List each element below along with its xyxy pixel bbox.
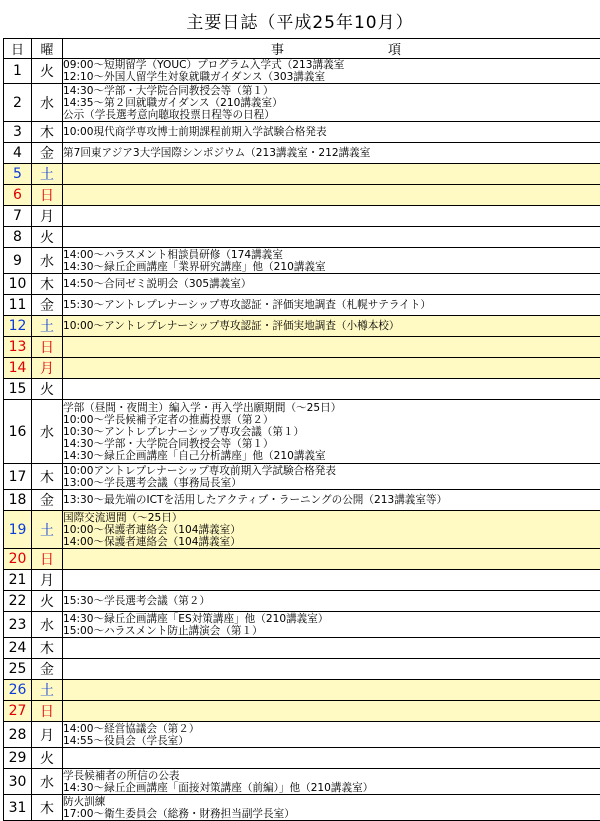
events-cell (63, 490, 600, 511)
weekday-cell: 日 (32, 549, 63, 570)
weekday-cell: 土 (32, 680, 63, 701)
event-line: 14:30～学部・大学院合同教授会等（第１） (63, 438, 600, 450)
weekday-cell: 水 (32, 400, 63, 464)
day-cell: 21 (4, 570, 32, 591)
events-cell (63, 206, 600, 227)
event-line: 10:00～保護者連絡会（104講義室） (63, 524, 600, 536)
weekday-cell: 日 (32, 337, 63, 358)
table-row (4, 490, 600, 511)
weekday-cell: 金 (32, 143, 63, 164)
event-line: 10:00～アントレプレナーシップ専攻認証・評価実地調査（小樽本校） (63, 320, 600, 332)
events-cell (63, 295, 600, 316)
table-row (4, 722, 600, 748)
table-row (4, 659, 600, 680)
weekday-cell: 土 (32, 164, 63, 185)
event-line: 13:00～学長選考会議（事務局長室） (63, 477, 600, 489)
day-cell: 1 (4, 59, 32, 84)
day-cell: 3 (4, 122, 32, 143)
weekday-cell: 水 (32, 84, 63, 122)
weekday-cell: 金 (32, 295, 63, 316)
events-cell (63, 164, 600, 185)
events-cell (63, 400, 600, 464)
events-cell (63, 248, 600, 274)
day-cell: 8 (4, 227, 32, 248)
table-row (4, 248, 600, 274)
table-row (4, 143, 600, 164)
event-line: 10:00アントレプレナーシップ専攻前期入学試験合格発表 (63, 465, 600, 477)
events-cell (63, 274, 600, 295)
events-cell (63, 591, 600, 612)
table-row (4, 638, 600, 659)
weekday-cell: 水 (32, 769, 63, 795)
event-line: 15:30～学長選考会議（第２） (63, 595, 600, 607)
events-cell (63, 227, 600, 248)
day-cell: 29 (4, 748, 32, 769)
day-cell: 6 (4, 185, 32, 206)
weekday-cell: 日 (32, 701, 63, 722)
events-cell (63, 379, 600, 400)
events-cell (63, 511, 600, 549)
table-row (4, 84, 600, 122)
header-row (4, 39, 600, 59)
event-line: 学部（昼間・夜間主）編入学・再入学出願期間（～25日） (63, 402, 600, 414)
events-cell (63, 337, 600, 358)
table-row (4, 185, 600, 206)
day-cell: 2 (4, 84, 32, 122)
day-cell: 26 (4, 680, 32, 701)
day-cell: 31 (4, 795, 32, 821)
events-cell (63, 358, 600, 379)
weekday-cell: 火 (32, 227, 63, 248)
events-cell (63, 748, 600, 769)
events-cell (63, 680, 600, 701)
events-cell (63, 549, 600, 570)
events-cell (63, 659, 600, 680)
events-cell (63, 795, 600, 821)
header-weekday: 曜 (32, 39, 63, 59)
day-cell: 12 (4, 316, 32, 337)
table-row (4, 748, 600, 769)
event-line: 12:10～外国人留学生対象就職ガイダンス（303講義室 (63, 71, 600, 83)
day-cell: 9 (4, 248, 32, 274)
day-cell: 16 (4, 400, 32, 464)
event-line: 14:55～役員会（学長室） (63, 735, 600, 747)
day-cell: 24 (4, 638, 32, 659)
page-title: 主要日誌（平成25年10月） (0, 8, 600, 33)
weekday-cell: 火 (32, 379, 63, 400)
table-row (4, 164, 600, 185)
weekday-cell: 土 (32, 511, 63, 549)
event-line: 10:00～学長候補予定者の推薦投票（第２） (63, 414, 600, 426)
day-cell: 4 (4, 143, 32, 164)
weekday-cell: 月 (32, 358, 63, 379)
events-cell (63, 570, 600, 591)
table-row (4, 591, 600, 612)
event-line: 10:00現代商学専攻博士前期課程前期入学試験合格発表 (63, 126, 600, 138)
table-row (4, 358, 600, 379)
events-cell (63, 316, 600, 337)
table-row (4, 227, 600, 248)
event-line: 14:30～緑丘企画講座「面接対策講座（前編）」他（210講義室） (63, 782, 600, 794)
event-line: 14:30～緑丘企画講座「自己分析講座」他（210講義室 (63, 450, 600, 462)
event-line: 14:30～緑丘企画講座「業界研究講座」他（210講義室 (63, 261, 600, 273)
day-cell: 27 (4, 701, 32, 722)
header-day: 日 (4, 39, 32, 59)
day-cell: 5 (4, 164, 32, 185)
table-row (4, 400, 600, 464)
events-cell (63, 143, 600, 164)
table-row (4, 570, 600, 591)
event-line: 14:30～緑丘企画講座「ES対策講座」他（210講義室） (63, 613, 600, 625)
event-line: 公示（学長選考意向聴取投票日程等の日程） (63, 109, 600, 121)
day-cell: 17 (4, 464, 32, 490)
weekday-cell: 火 (32, 591, 63, 612)
events-cell (63, 701, 600, 722)
weekday-cell: 木 (32, 464, 63, 490)
header-events: 事 項 (63, 39, 600, 59)
events-cell (63, 638, 600, 659)
day-cell: 10 (4, 274, 32, 295)
day-cell: 28 (4, 722, 32, 748)
day-cell: 22 (4, 591, 32, 612)
weekday-cell: 水 (32, 248, 63, 274)
table-row (4, 549, 600, 570)
day-cell: 30 (4, 769, 32, 795)
events-cell (63, 122, 600, 143)
weekday-cell: 木 (32, 122, 63, 143)
table-row (4, 769, 600, 795)
weekday-cell: 日 (32, 185, 63, 206)
event-line: 14:00～ハラスメント相談員研修（174講義室 (63, 249, 600, 261)
day-cell: 7 (4, 206, 32, 227)
day-cell: 23 (4, 612, 32, 638)
event-line: 14:00～経営協議会（第２） (63, 723, 600, 735)
event-line: 防火訓練 (63, 796, 600, 808)
events-cell (63, 185, 600, 206)
day-cell: 25 (4, 659, 32, 680)
schedule-table (3, 38, 600, 821)
day-cell: 14 (4, 358, 32, 379)
weekday-cell: 金 (32, 659, 63, 680)
events-cell (63, 84, 600, 122)
weekday-cell: 火 (32, 59, 63, 84)
events-cell (63, 59, 600, 84)
table-row (4, 795, 600, 821)
table-row (4, 612, 600, 638)
event-line: 14:35～第２回就職ガイダンス（210講義室） (63, 97, 600, 109)
event-line: 13:30～最先端のICTを活用したアクティブ・ラーニングの公開（213講義室等） (63, 494, 600, 506)
events-cell (63, 612, 600, 638)
weekday-cell: 木 (32, 795, 63, 821)
weekday-cell: 木 (32, 274, 63, 295)
day-cell: 15 (4, 379, 32, 400)
events-cell (63, 769, 600, 795)
weekday-cell: 月 (32, 206, 63, 227)
table-row (4, 337, 600, 358)
table-row (4, 464, 600, 490)
event-line: 09:00～短期留学（YOUC）プログラム入学式（213講義室 (63, 59, 600, 71)
table-row (4, 206, 600, 227)
weekday-cell: 金 (32, 490, 63, 511)
weekday-cell: 土 (32, 316, 63, 337)
event-line: 17:00～衛生委員会（総務・財務担当副学長室） (63, 808, 600, 820)
event-line: 学長候補者の所信の公表 (63, 770, 600, 782)
day-cell: 18 (4, 490, 32, 511)
table-row (4, 274, 600, 295)
weekday-cell: 水 (32, 612, 63, 638)
event-line: 10:30～アントレプレナーシップ専攻会議（第１） (63, 426, 600, 438)
table-row (4, 701, 600, 722)
table-row (4, 316, 600, 337)
day-cell: 19 (4, 511, 32, 549)
weekday-cell: 月 (32, 570, 63, 591)
event-line: 14:00～保護者連絡会（104講義室） (63, 536, 600, 548)
event-line: 15:00～ハラスメント防止講演会（第１） (63, 625, 600, 637)
weekday-cell: 木 (32, 638, 63, 659)
day-cell: 20 (4, 549, 32, 570)
day-cell: 13 (4, 337, 32, 358)
day-cell: 11 (4, 295, 32, 316)
weekday-cell: 月 (32, 722, 63, 748)
event-line: 国際交流週間（～25日） (63, 512, 600, 524)
table-row (4, 379, 600, 400)
table-row (4, 295, 600, 316)
table-row (4, 680, 600, 701)
events-cell (63, 722, 600, 748)
event-line: 14:30～学部・大学院合同教授会等（第１） (63, 85, 600, 97)
table-row (4, 122, 600, 143)
table-row (4, 59, 600, 84)
table-row (4, 511, 600, 549)
events-cell (63, 464, 600, 490)
event-line: 14:50～合同ゼミ説明会（305講義室） (63, 278, 600, 290)
event-line: 第7回東アジア3大学国際シンポジウム（213講義室・212講義室 (63, 147, 600, 159)
weekday-cell: 火 (32, 748, 63, 769)
event-line: 15:30～アントレプレナーシップ専攻認証・評価実地調査（札幌サテライト） (63, 299, 600, 311)
